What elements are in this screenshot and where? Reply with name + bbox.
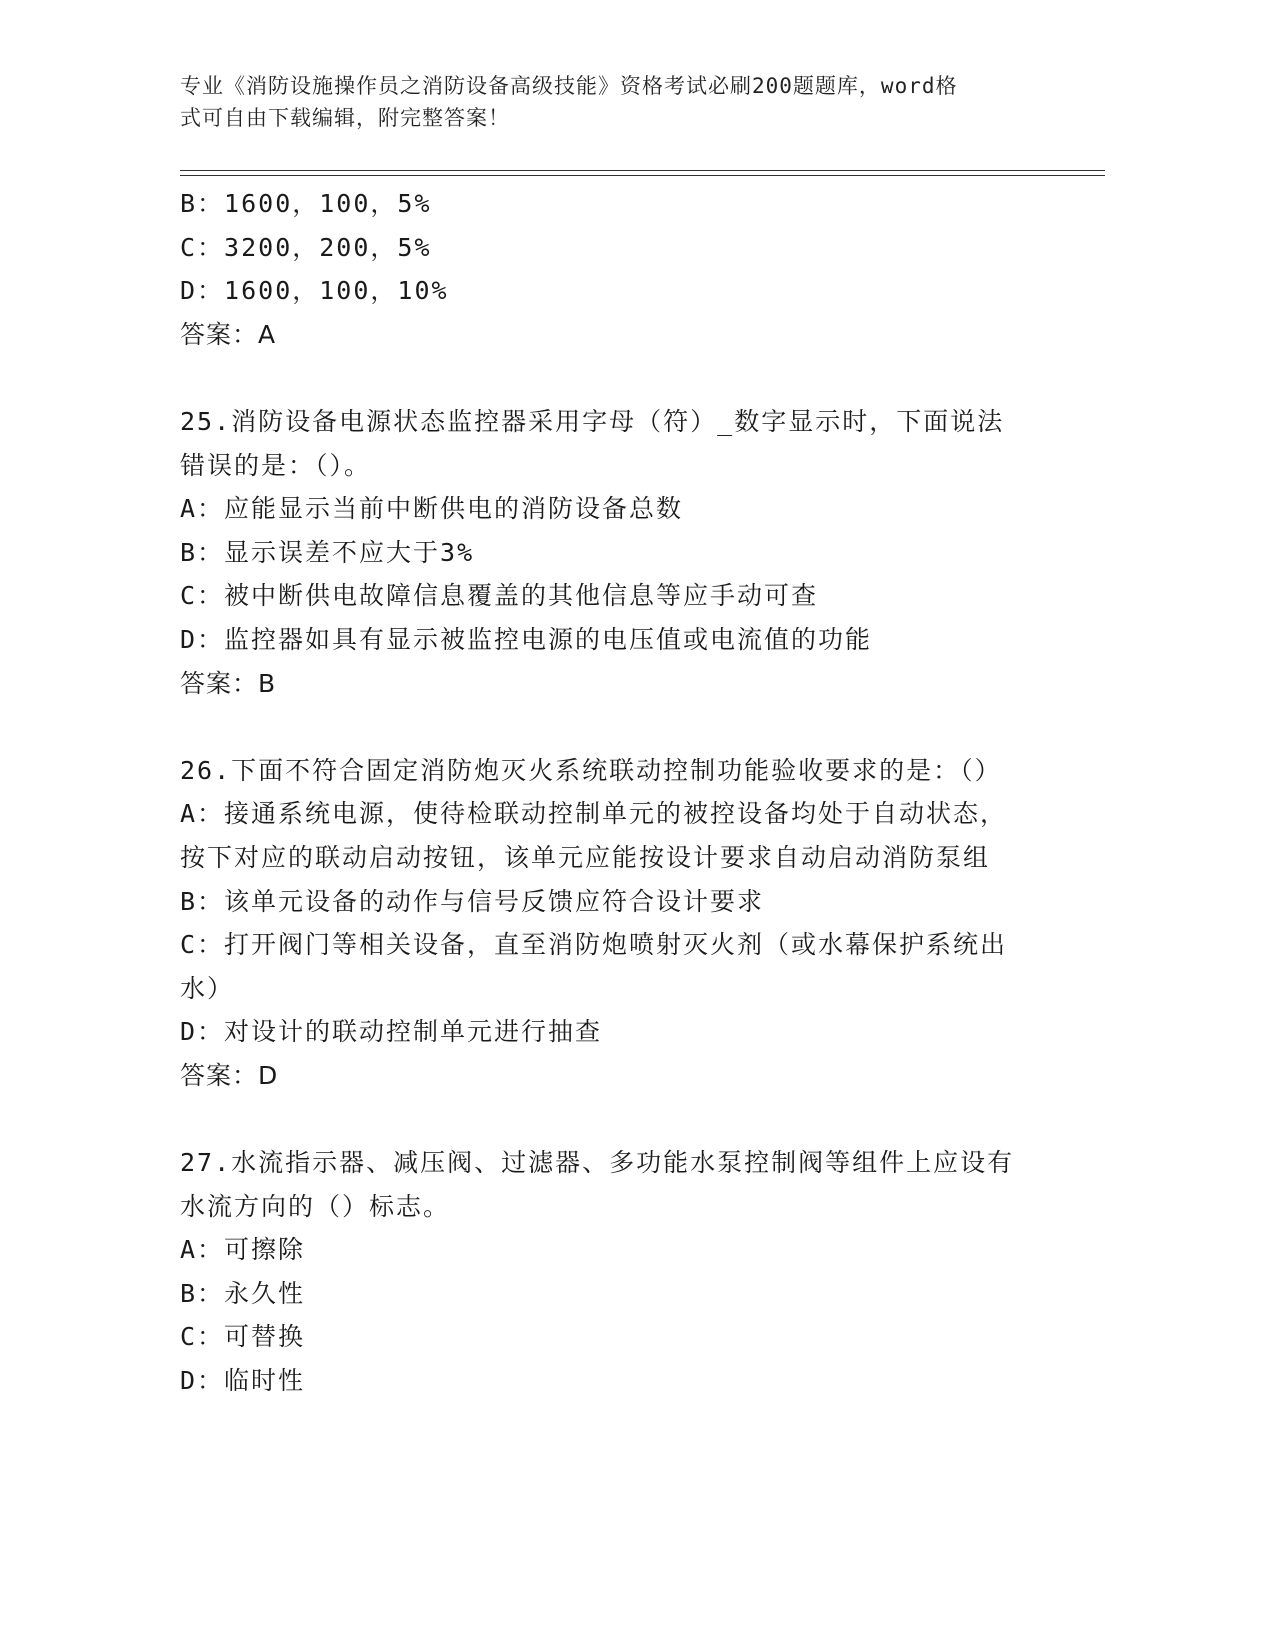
- option-c: C：被中断供电故障信息覆盖的其他信息等应手动可查: [180, 581, 819, 611]
- option-a: A：接通系统电源，使待检联动控制单元的被控设备均处于自动状态，: [180, 799, 1008, 829]
- option-a-cont: 按下对应的联动启动按钮，该单元应能按设计要求自动启动消防泵组: [180, 842, 991, 872]
- option-a: A：可擦除: [180, 1235, 306, 1265]
- option-d: D：临时性: [180, 1366, 306, 1396]
- answer: 答案：B: [180, 668, 277, 698]
- option-b: B：1600，100，5%: [180, 189, 432, 218]
- option-d: D：对设计的联动控制单元进行抽查: [180, 1017, 603, 1047]
- header-divider-bottom: [180, 175, 1105, 176]
- question-stem-cont: 水流方向的（）标志。: [180, 1191, 451, 1221]
- option-d: D：1600，100，10%: [180, 276, 449, 306]
- question-25: [180, 400, 1060, 705]
- question-stem: 27.水流指示器、减压阀、过滤器、多功能水泵控制阀等组件上应设有: [180, 1148, 1015, 1178]
- answer: 答案：A: [180, 319, 277, 349]
- question-stem-cont: 错误的是：（）。: [180, 450, 372, 480]
- option-c-cont: 水）: [180, 973, 235, 1003]
- option-d: D：监控器如具有显示被监控电源的电压值或电流值的功能: [180, 624, 873, 654]
- question-stem: 26.下面不符合固定消防炮灭火系统联动控制功能验收要求的是：（）: [180, 755, 1002, 785]
- option-c: C：3200，200，5%: [180, 232, 432, 262]
- option-b: B：该单元设备的动作与信号反馈应符合设计要求: [180, 886, 765, 916]
- header-divider-top: [180, 170, 1105, 171]
- prev-question: [180, 182, 1060, 356]
- question-26: [180, 749, 1060, 1098]
- page-header: [180, 70, 1050, 134]
- question-stem: 25.消防设备电源状态监控器采用字母（符）_数字显示时，下面说法: [180, 406, 1005, 436]
- option-c: C：打开阀门等相关设备，直至消防炮喷射灭火剂（或水幕保护系统出: [180, 930, 1008, 960]
- header-line-2: 式可自由下载编辑，附完整答案！: [180, 106, 510, 130]
- option-b: B：显示误差不应大于3%: [180, 537, 475, 567]
- option-b: B：永久性: [180, 1278, 306, 1308]
- option-a: A：应能显示当前中断供电的消防设备总数: [180, 494, 684, 524]
- question-content: [180, 182, 1060, 1403]
- option-c: C：可替换: [180, 1322, 306, 1352]
- question-27: [180, 1141, 1060, 1403]
- answer: 答案：D: [180, 1060, 279, 1090]
- header-line-1: 专业《消防设施操作员之消防设备高级技能》资格考试必刷200题题库，word格: [180, 74, 958, 98]
